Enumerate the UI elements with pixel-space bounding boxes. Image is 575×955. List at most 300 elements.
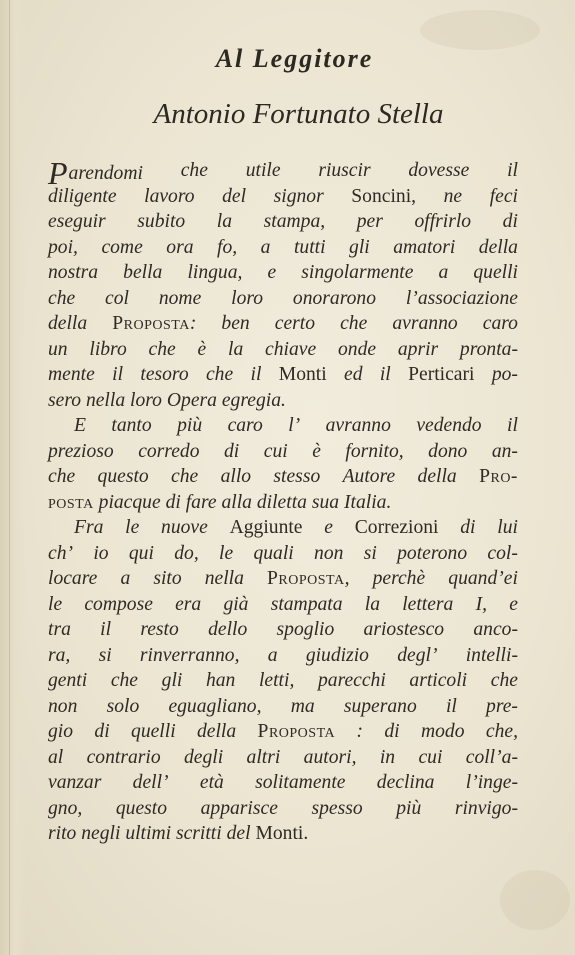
word [174, 541, 199, 567]
word [492, 439, 518, 465]
text-line [48, 311, 518, 337]
text-run: signor [273, 185, 324, 207]
word [473, 617, 518, 643]
text-run: autori, [303, 746, 357, 768]
text-run: : [189, 313, 197, 334]
word [48, 617, 71, 643]
text-run: arendomi [68, 163, 143, 184]
text-run: libro [89, 338, 127, 360]
text-run: quand’ei [448, 568, 518, 589]
word [349, 235, 370, 261]
text-run: il [445, 695, 457, 717]
word [48, 235, 78, 261]
text-line [48, 592, 518, 618]
text-run: avranno [392, 313, 458, 334]
word [206, 668, 235, 694]
word [492, 362, 518, 388]
text-run: la [216, 211, 233, 232]
text-run: ben [221, 313, 250, 334]
paragraph [48, 155, 518, 413]
text-run: che [205, 364, 234, 385]
text-run: , [344, 568, 350, 589]
word [324, 515, 333, 541]
text-run: col- [487, 542, 518, 564]
word [479, 464, 518, 490]
word [273, 464, 320, 490]
word [491, 668, 518, 694]
text-run: giudizio [305, 644, 369, 666]
text-run: questo [97, 466, 149, 487]
word [326, 413, 391, 439]
text-run: posta [48, 491, 94, 513]
word [222, 184, 246, 210]
word [48, 390, 81, 411]
text-line [48, 260, 518, 286]
text-line [48, 439, 518, 465]
text-run: Proposta [112, 313, 190, 334]
text-run: di [502, 211, 518, 232]
text-run: nella [85, 389, 126, 411]
text-run: chiave [265, 338, 317, 360]
text-run: onorarono [292, 287, 377, 309]
word [267, 566, 349, 592]
word [166, 235, 193, 261]
text-run: le [125, 517, 140, 538]
text-run: tanto [111, 415, 152, 436]
text-run: pronta- [459, 338, 518, 360]
word [100, 617, 111, 643]
word [112, 311, 196, 337]
word [416, 413, 481, 439]
word [228, 413, 263, 439]
paragraph [48, 413, 518, 515]
word [408, 158, 469, 184]
text-run: della [48, 313, 88, 334]
text-run: Pro- [479, 466, 518, 487]
text-run: di [460, 517, 476, 538]
word [87, 745, 161, 771]
word [74, 413, 86, 439]
text-run: a [120, 568, 131, 589]
text-run: la [228, 338, 244, 360]
text-run: bella [123, 262, 163, 283]
text-run: sito [153, 568, 182, 589]
word [344, 492, 391, 513]
text-run: più [177, 415, 203, 436]
text-run: in [379, 746, 396, 768]
text-run: : [356, 721, 364, 742]
text-run: Autore [342, 466, 396, 487]
word [466, 745, 518, 771]
text-run: egregia. [221, 389, 286, 411]
page-title: Al Leggitore [215, 44, 374, 73]
text-run: vedendo [416, 415, 482, 436]
word [356, 719, 363, 745]
text-run: già [223, 593, 249, 615]
word [130, 390, 162, 411]
word [255, 770, 345, 796]
text-run: Proposta [257, 721, 336, 742]
word [48, 439, 114, 465]
word [418, 464, 457, 490]
text-run: lavoro [144, 185, 195, 207]
text-line [48, 209, 518, 235]
text-run: negli [81, 823, 121, 844]
text-run: lettera [402, 593, 454, 615]
text-run: fo, [217, 236, 238, 258]
text-run: Monti. [255, 823, 309, 844]
word [197, 719, 236, 745]
text-run: quelli [131, 721, 176, 742]
text-run: quali [253, 542, 294, 564]
text-run: si [363, 542, 377, 564]
text-run: degl’ [397, 644, 438, 666]
word [48, 745, 63, 771]
text-line [48, 694, 518, 720]
text-run: letti, [258, 670, 295, 691]
word [253, 541, 293, 567]
text-run: ne [443, 185, 463, 207]
text-run: ora [166, 236, 194, 258]
text-run: han [205, 670, 236, 691]
text-run: allo [220, 466, 252, 487]
text-run: coll’a- [465, 746, 518, 768]
text-run: a [260, 236, 271, 258]
word [257, 492, 307, 513]
word [466, 643, 518, 669]
word [123, 260, 162, 286]
text-line [48, 668, 518, 694]
body-text [48, 155, 518, 847]
text-run: della [197, 721, 237, 742]
word [402, 592, 453, 618]
text-run: rinvigo- [454, 797, 518, 819]
text-run: ultimi [125, 823, 172, 844]
text-run: l’ [288, 415, 301, 436]
word [221, 464, 251, 490]
word [84, 592, 153, 618]
text-run: stesso [273, 466, 321, 487]
word [205, 566, 244, 592]
text-run: articoli [409, 670, 468, 691]
text-run: poterono [397, 542, 468, 564]
text-run: mente [48, 364, 95, 385]
text-run: degli [184, 746, 224, 768]
word [487, 541, 517, 567]
text-run: diligente [48, 185, 117, 207]
word [48, 668, 87, 694]
word [301, 260, 413, 286]
word [377, 770, 435, 796]
word [258, 719, 336, 745]
text-run: dello [208, 619, 248, 640]
text-run: e [324, 517, 333, 538]
text-run: che [48, 287, 76, 309]
text-run: sua [311, 491, 340, 513]
word [227, 823, 251, 844]
text-run: ch’ [48, 542, 74, 564]
page-binding-edge [0, 0, 26, 955]
word [318, 158, 370, 184]
text-run: amatori [393, 236, 456, 258]
word [208, 617, 247, 643]
word [137, 209, 185, 235]
text-run: che [48, 466, 76, 487]
text-run: come [101, 236, 143, 258]
text-line [48, 464, 518, 490]
word [490, 184, 518, 210]
text-run: del [222, 185, 247, 207]
word [175, 592, 201, 618]
word [48, 566, 97, 592]
text-run: rinverranno, [139, 644, 240, 666]
word [101, 235, 142, 261]
text-run: offrirlo [414, 211, 472, 232]
text-run: po- [491, 364, 518, 385]
word [351, 184, 416, 210]
word [48, 155, 143, 191]
word [177, 413, 202, 439]
text-run: il [250, 364, 262, 385]
word [133, 770, 169, 796]
word [408, 362, 474, 388]
text-run: diletta [256, 491, 307, 513]
word [497, 515, 518, 541]
word [384, 719, 399, 745]
text-run: il [507, 160, 518, 181]
text-run: spesso [311, 797, 363, 819]
text-run: che [171, 466, 199, 487]
word [340, 311, 367, 337]
text-run: prezioso [48, 440, 114, 462]
text-run: gio [48, 721, 74, 742]
word [268, 643, 278, 669]
word [304, 745, 357, 771]
text-run: altri [246, 746, 281, 768]
word [48, 492, 94, 513]
text-run: è [197, 338, 207, 360]
word [345, 439, 403, 465]
word [81, 823, 120, 844]
word [48, 823, 76, 844]
word [312, 492, 339, 513]
word [396, 796, 421, 822]
word [428, 439, 467, 465]
text-run: è [312, 440, 321, 462]
text-run: superano [343, 695, 417, 717]
text-run: Monti [278, 364, 327, 385]
word [380, 362, 391, 388]
word [48, 694, 77, 720]
word [393, 235, 455, 261]
text-run: al [48, 746, 64, 768]
word [364, 617, 445, 643]
word [483, 311, 518, 337]
text-run: nome [158, 287, 202, 309]
word [171, 464, 198, 490]
text-run: che [110, 670, 139, 691]
word [140, 362, 188, 388]
text-run: stampa, [263, 211, 326, 232]
word [176, 823, 222, 844]
text-run: Proposta [267, 568, 345, 589]
word [144, 184, 194, 210]
text-run: parecchi [317, 670, 386, 691]
word [120, 566, 130, 592]
word [48, 464, 75, 490]
text-run: il [100, 619, 112, 640]
word [438, 260, 448, 286]
text-run: col [105, 287, 129, 309]
word [125, 823, 171, 844]
text-run: nuove [161, 517, 208, 538]
word [291, 694, 315, 720]
text-run: l’associazione [405, 287, 518, 309]
paragraph [48, 515, 518, 847]
word [251, 362, 262, 388]
word [111, 413, 151, 439]
text-run: della [478, 236, 518, 258]
text-run: corredo [138, 440, 200, 462]
word [311, 796, 362, 822]
text-run: aprir [397, 338, 439, 360]
text-run: gli [349, 236, 370, 258]
text-run: gno, [48, 797, 83, 819]
text-run: Correzioni [354, 517, 439, 538]
word [181, 158, 208, 184]
word [48, 362, 95, 388]
text-line [48, 235, 518, 261]
text-run: un [48, 338, 68, 360]
word [74, 515, 103, 541]
word [198, 337, 207, 363]
word [159, 286, 201, 312]
text-run: di [165, 491, 181, 513]
word [162, 668, 183, 694]
word [397, 541, 467, 567]
text-run: la [364, 593, 380, 615]
text-run: perchè [372, 568, 426, 589]
text-run: della [417, 466, 457, 487]
word [479, 235, 518, 261]
text-run: poi, [48, 236, 78, 258]
text-run: le [48, 593, 63, 615]
word [219, 541, 233, 567]
word [105, 286, 129, 312]
text-run: compose [84, 593, 153, 615]
text-run: certo [274, 313, 316, 334]
text-run: cui [418, 746, 443, 768]
paper-stain [500, 870, 570, 930]
text-run: scritti [175, 823, 222, 844]
word [48, 286, 75, 312]
text-run: anco- [473, 619, 518, 640]
word [48, 796, 82, 822]
word [125, 515, 139, 541]
text-run: avranno [325, 415, 391, 436]
drop-capital: P [48, 155, 68, 191]
word [455, 796, 518, 822]
word [186, 492, 217, 513]
word [473, 260, 518, 286]
text-run: che [148, 338, 176, 360]
text-run: di [94, 721, 110, 742]
word [397, 643, 437, 669]
text-run: era [175, 593, 202, 615]
text-run: E [74, 415, 86, 436]
text-run: Soncini, [351, 185, 417, 207]
word [406, 286, 518, 312]
text-run: subito [137, 211, 186, 232]
word [293, 286, 376, 312]
text-run: pre- [486, 695, 518, 717]
text-line [48, 490, 518, 516]
word [217, 209, 232, 235]
word [246, 158, 281, 184]
word [48, 770, 101, 796]
word [99, 643, 112, 669]
text-line [48, 617, 518, 643]
text-line [48, 745, 518, 771]
word [107, 694, 140, 720]
word [222, 390, 286, 411]
word [288, 413, 300, 439]
word [460, 515, 475, 541]
binding-fold-line [9, 0, 10, 955]
text-line [48, 796, 518, 822]
word [312, 439, 321, 465]
text-run: gli [161, 670, 183, 691]
word [355, 515, 439, 541]
word [275, 311, 315, 337]
text-line [48, 337, 518, 363]
word [476, 592, 487, 618]
text-run: genti [48, 670, 88, 691]
text-run: intelli- [465, 644, 518, 666]
word [221, 492, 251, 513]
text-line [48, 643, 518, 669]
word [201, 796, 278, 822]
word [306, 643, 369, 669]
word [223, 592, 248, 618]
word [365, 592, 380, 618]
text-run: che [490, 670, 518, 691]
word [86, 390, 125, 411]
text-run: Italia. [344, 491, 392, 513]
text-run: loro [130, 389, 162, 411]
word [318, 668, 386, 694]
word [93, 541, 108, 567]
word [409, 668, 467, 694]
text-run: quelli [473, 262, 518, 283]
text-run: il [112, 364, 124, 385]
text-run: Aggiunte [229, 517, 303, 538]
text-run: spoglio [276, 619, 335, 640]
word [48, 643, 70, 669]
text-run: riuscir [318, 160, 371, 181]
word [268, 260, 277, 286]
word [112, 362, 123, 388]
word [153, 566, 181, 592]
text-run: Opera [166, 389, 217, 411]
text-run: età [199, 772, 224, 793]
word [89, 337, 126, 363]
text-run: locare [48, 568, 98, 589]
text-run: tutti [293, 236, 326, 258]
text-run: e [509, 593, 518, 615]
text-line [48, 821, 518, 847]
text-run: do, [174, 542, 199, 564]
